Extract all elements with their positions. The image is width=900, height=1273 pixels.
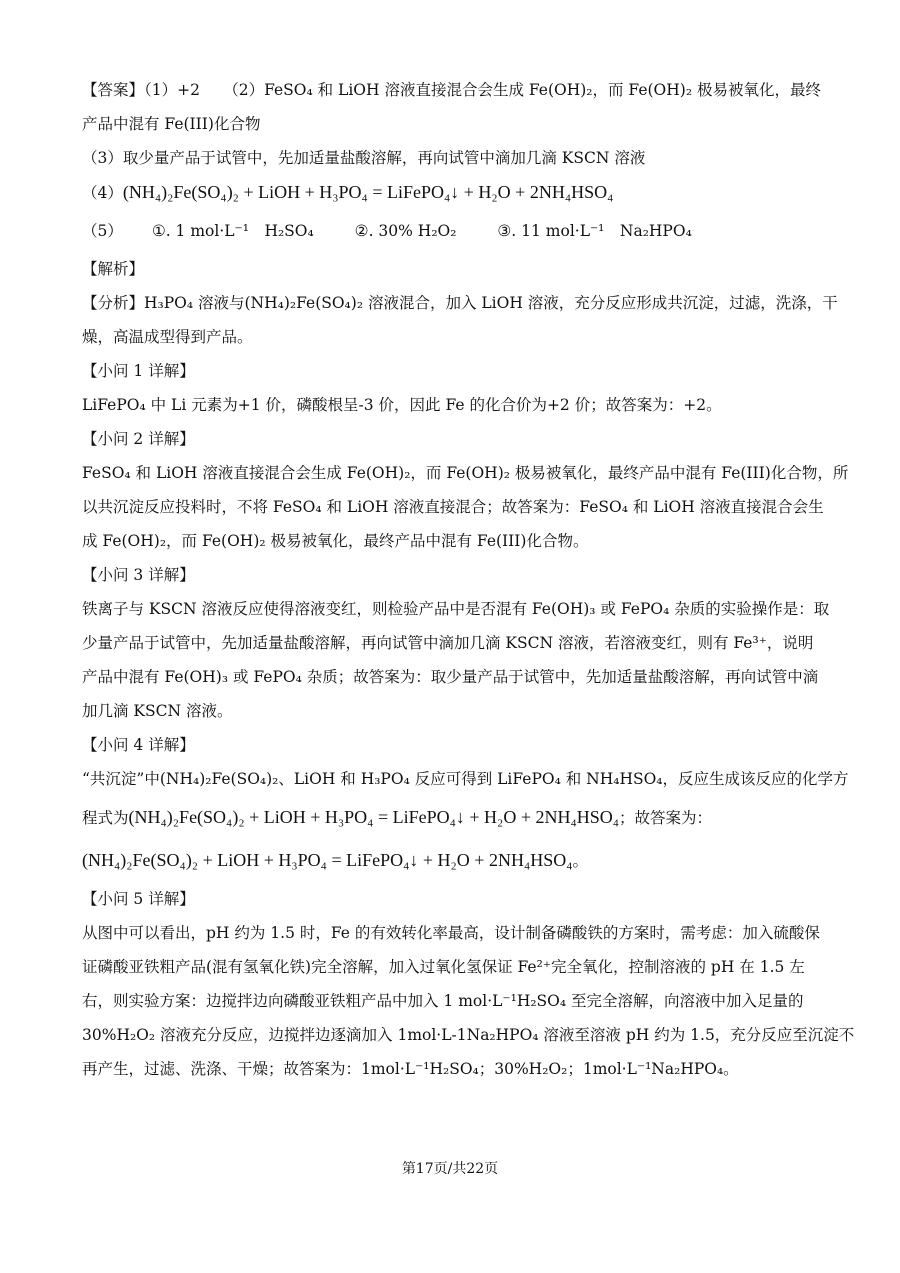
q5-heading: 【小问 5 详解】 <box>82 890 195 908</box>
answer-4-equation: (NH₄)₂Fe(SO₄)₂ + LiOH + H₃PO₄ = LiFePO₄↓ + H₂O + 2NH₄HSO₄ <box>122 182 614 202</box>
answer-5-item-1: ①. 1 mol·L⁻¹ H₂SO₄ <box>151 222 314 240</box>
q2-text-2: 以共沉淀反应投料时，不将 FeSO₄ 和 LiOH 溶液直接混合；故答案为：FeSO₄ 和 LiOH 溶液直接混合会生 <box>82 498 824 516</box>
q2-text-1: FeSO₄ 和 LiOH 溶液直接混合会生成 Fe(OH)₂，而 Fe(OH)₂ 极易被氧化，最终产品中混有 Fe(III)化合物，所 <box>82 464 849 482</box>
answer-5-item-2: ②. 30% H₂O₂ <box>354 222 457 240</box>
q1-text-1: LiFePO₄ 中 Li 元素为+1 价，磷酸根呈-3 价，因此 Fe 的化合价为+2 价；故答案为：+2。 <box>82 396 722 414</box>
q5-text-5: 再产生，过滤、洗涤、干燥；故答案为：1mol·L⁻¹H₂SO₄；30%H₂O₂；1mol·L⁻¹Na₂HPO₄。 <box>82 1060 739 1078</box>
answer-5-item-3: ③. 11 mol·L⁻¹ Na₂HPO₄ <box>497 222 692 240</box>
q5-text-3: 右，则实验方案：边搅拌边向磷酸亚铁粗产品中加入 1 mol·L⁻¹H₂SO₄ 至完全溶解，向溶液中加入足量的 <box>82 992 804 1010</box>
answer-line-3: （3）取少量产品于试管中，先加适量盐酸溶解，再向试管中滴加几滴 KSCN 溶液 <box>82 149 646 167</box>
q3-text-2: 少量产品于试管中，先加适量盐酸溶解，再向试管中滴加几滴 KSCN 溶液，若溶液变红，则有 Fe³⁺，说明 <box>82 634 814 652</box>
q4-text-2-suffix: ；故答案为： <box>619 809 713 827</box>
q3-text-4: 加几滴 KSCN 溶液。 <box>82 702 233 720</box>
answer-line-5 <box>82 219 822 243</box>
analysis-fenxi-1: 【分析】H₃PO₄ 溶液与(NH₄)₂Fe(SO₄)₂ 溶液混合，加入 LiOH 溶液，充分反应形成共沉淀，过滤，洗涤，干 <box>82 294 838 312</box>
analysis-heading: 【解析】 <box>82 260 145 278</box>
answer-4-label: （4） <box>82 184 123 202</box>
answer-line-2: 产品中混有 Fe(III)化合物 <box>82 115 261 133</box>
q2-text-3: 成 Fe(OH)₂，而 Fe(OH)₂ 极易被氧化，最终产品中混有 Fe(III)化合物。 <box>82 532 589 550</box>
q2-heading: 【小问 2 详解】 <box>82 430 195 448</box>
q3-text-3: 产品中混有 Fe(OH)₃ 或 FePO₄ 杂质；故答案为：取少量产品于试管中，先加适量盐酸溶解，再向试管中滴 <box>82 668 819 686</box>
page-number-footer: 第17页/共22页 <box>401 1161 499 1177</box>
q4-text-2-prefix: 程式为 <box>82 809 129 827</box>
q3-text-1: 铁离子与 KSCN 溶液反应使得溶液变红，则检验产品中是否混有 Fe(OH)₃ 或 FePO₄ 杂质的实验操作是：取 <box>82 600 830 618</box>
q4-equation-2: (NH₄)₂Fe(SO₄)₂ + LiOH + H₃PO₄ = LiFePO₄↓ + H₂O + 2NH₄HSO₄ <box>82 850 573 870</box>
q1-heading: 【小问 1 详解】 <box>82 362 195 380</box>
q4-text-3 <box>82 848 822 873</box>
page-content <box>82 78 855 1081</box>
q4-text-3-suffix: 。 <box>572 852 589 870</box>
answer-line-1: 【答案】（1）+2 （2）FeSO₄ 和 LiOH 溶液直接混合会生成 Fe(OH)₂，而 Fe(OH)₂ 极易被氧化，最终 <box>82 81 821 99</box>
answer-5-label: （5） <box>82 222 123 240</box>
q4-heading: 【小问 4 详解】 <box>82 736 195 754</box>
q5-text-4: 30%H₂O₂ 溶液充分反应，边搅拌边逐滴加入 1mol·L-1Na₂HPO₄ 溶液至溶液 pH 约为 1.5，充分反应至沉淀不 <box>82 1026 855 1044</box>
q5-text-1: 从图中可以看出，pH 约为 1.5 时，Fe 的有效转化率最高，设计制备磷酸铁的方案时，需考虑：加入硫酸保 <box>82 924 820 942</box>
q4-text-1: “共沉淀”中(NH₄)₂Fe(SO₄)₂、LiOH 和 H₃PO₄ 反应可得到 LiFePO₄ 和 NH₄HSO₄，反应生成该反应的化学方 <box>82 770 849 788</box>
q5-text-2: 证磷酸亚铁粗产品(混有氢氧化铁)完全溶解，加入过氧化氢保证 Fe²⁺完全氧化，控制溶液的 pH 在 1.5 左 <box>82 958 805 976</box>
q3-heading: 【小问 3 详解】 <box>82 566 195 584</box>
answer-line-4 <box>82 180 822 205</box>
analysis-fenxi-2: 燥，高温成型得到产品。 <box>82 328 253 346</box>
q4-text-2 <box>82 805 822 830</box>
q4-equation-1: (NH₄)₂Fe(SO₄)₂ + LiOH + H₃PO₄ = LiFePO₄↓ + H₂O + 2NH₄HSO₄ <box>128 807 620 827</box>
